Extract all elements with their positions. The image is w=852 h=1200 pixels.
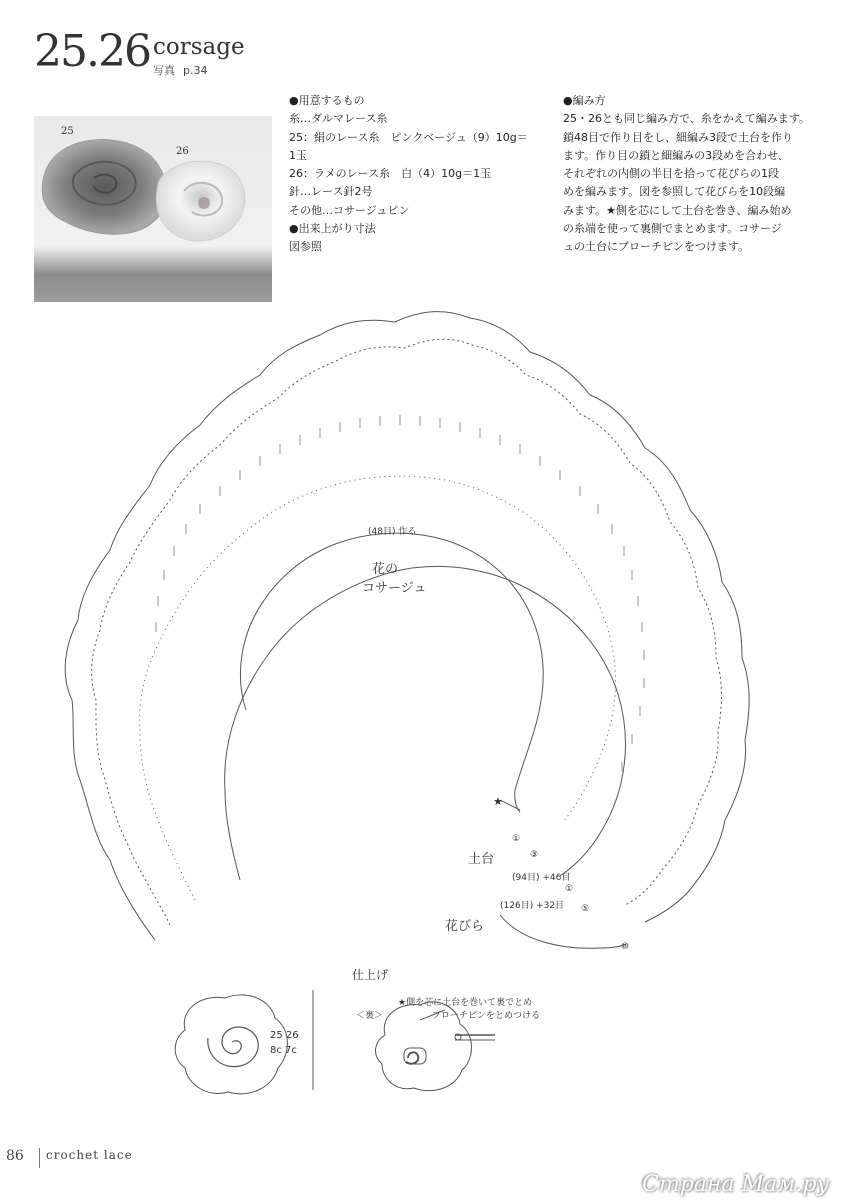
base-label: 土台 xyxy=(468,852,495,867)
row-marker: ⑤ xyxy=(581,904,590,914)
instructions-line: みます。★側を芯にして土台を巻き、編み始め xyxy=(563,203,792,217)
instructions-line: ュの土台にブローチピンをつけます。 xyxy=(563,240,750,254)
rose-front xyxy=(175,995,287,1094)
materials-line: 糸…ダルマレース糸 xyxy=(289,112,388,126)
instructions-section xyxy=(563,92,813,257)
finishing-note-2: ブローチピンをとめつける xyxy=(432,1011,541,1021)
size-heading: ●出来上がり寸法 xyxy=(289,222,376,236)
photo-ref-label: 写真 xyxy=(153,64,175,77)
page-number: 86 xyxy=(6,1148,24,1164)
instructions-heading: ●編み方 xyxy=(563,94,606,107)
corsage-photo-illustration xyxy=(34,116,272,302)
materials-line: 25：絹のレース糸 ピンクベージュ（9）10g＝ xyxy=(289,130,528,144)
finishing-note-1: ★側を芯に土台を巻いて裏でとめ xyxy=(398,998,533,1008)
photo-label-26: 26 xyxy=(176,146,189,157)
row-marker: ⑩ xyxy=(621,942,630,952)
rose-back xyxy=(376,1002,472,1091)
petal-label: 花びら xyxy=(445,919,485,934)
petal-inner-edge xyxy=(92,339,722,925)
finishing-illustration xyxy=(0,980,852,1120)
materials-heading: ●用意するもの xyxy=(289,94,365,107)
chain-label: (48目) 作る xyxy=(368,527,417,537)
chart-center-line2: コサージュ xyxy=(362,581,427,596)
pattern-title: corsage xyxy=(153,34,245,60)
row-marker: ③ xyxy=(530,850,539,860)
star-marker: ★ xyxy=(493,795,503,808)
petal-outer-edge xyxy=(65,312,749,940)
watermark: Страна Мам.ру xyxy=(642,1172,830,1197)
instructions-line: それぞれの内側の半目を拾って花びらの1段 xyxy=(563,167,779,181)
base-ring-outer xyxy=(225,566,626,880)
instructions-line: めを編みます。図を参照して花びらを10段編 xyxy=(563,185,786,199)
book-title: crochet lace xyxy=(46,1148,133,1162)
back-label: ＜裏＞ xyxy=(356,1011,384,1021)
pattern-number: 25.26 xyxy=(34,26,150,77)
rose-spiral xyxy=(208,1027,258,1067)
photo-ref-page: p.34 xyxy=(183,64,208,77)
stitch-count-1: (94目) +46目 xyxy=(512,873,571,883)
photo-label-25: 25 xyxy=(61,126,74,137)
yarn-tail xyxy=(500,915,626,948)
finishing-heading: 仕上げ xyxy=(352,968,389,982)
instructions-line: ます。作り目の鎖と細編みの3段めを合わせ、 xyxy=(563,148,789,162)
instructions-line: 25・26とも同じ編み方で、糸をかえて編みます。 xyxy=(563,112,810,126)
size-values: 8c 7c xyxy=(270,1045,297,1056)
instructions-line: の糸端を使って裏側でまとめます。コサージ xyxy=(563,222,782,236)
size-value: 図参照 xyxy=(289,240,322,254)
corsage-photo xyxy=(34,116,272,302)
materials-line: その他…コサージュピン xyxy=(289,203,410,217)
instructions-line: 鎖48目で作り目をし、細編み3段で土台を作り xyxy=(563,130,793,144)
materials-section xyxy=(289,92,539,257)
materials-line: 26：ラメのレース糸 白（4）10g＝1玉 xyxy=(289,167,492,181)
size-header: 25 26 xyxy=(270,1030,299,1041)
materials-line: 1玉 xyxy=(289,148,307,162)
petal-mid-row xyxy=(140,476,616,900)
stitch-count-2: (126目) +32目 xyxy=(500,901,565,911)
row-marker: ① xyxy=(565,884,574,894)
row-marker: ① xyxy=(512,834,521,844)
photo-reference xyxy=(153,62,215,78)
crochet-chart xyxy=(0,300,852,1000)
chart-center-line1: 花の xyxy=(372,562,399,577)
materials-line: 針…レース針2号 xyxy=(289,185,373,199)
footer-divider xyxy=(39,1148,40,1168)
